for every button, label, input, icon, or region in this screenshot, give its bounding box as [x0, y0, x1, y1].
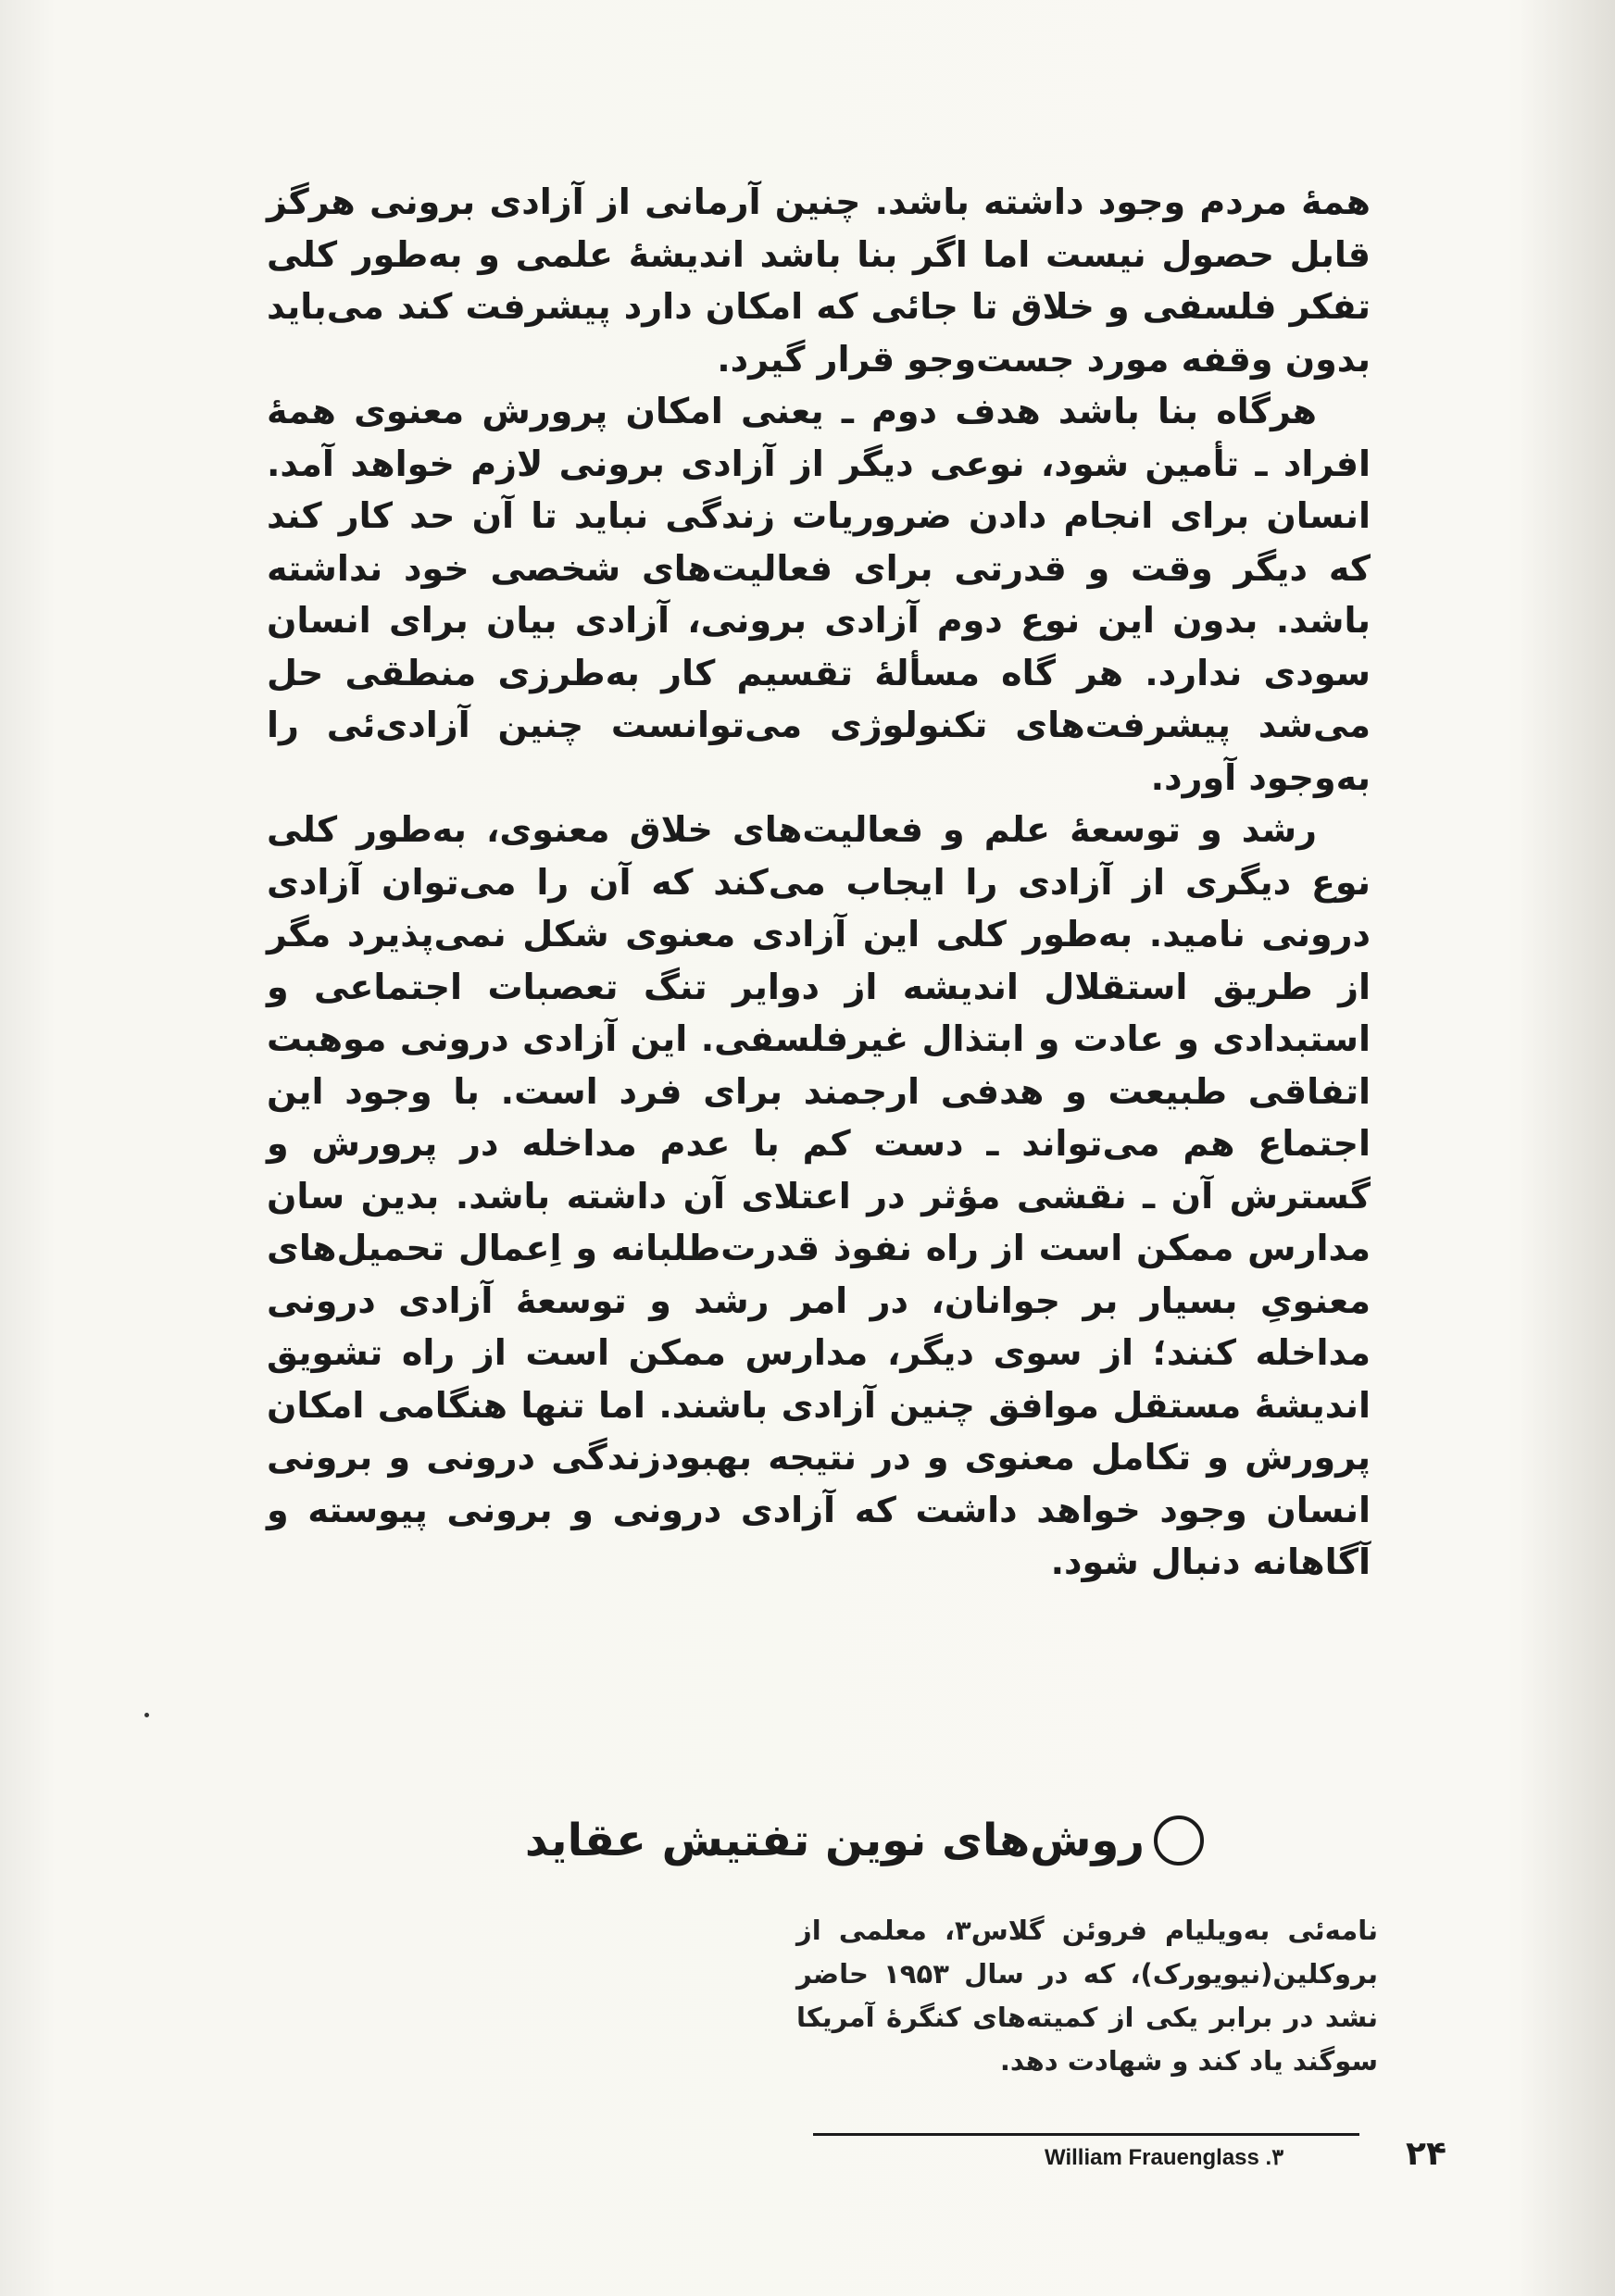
page-edge-shadow	[1504, 0, 1615, 2296]
stray-ink-dot	[144, 1713, 149, 1717]
paragraph-3: رشد و توسعهٔ علم و فعالیت‌های خلاق معنوی، به‌طور کلی نوع دیگری از آزادی را ایجاب می‌کند که آن را می‌توان آزادی درونی نامید. به‌طور کلی این آزادی معنوی شکل نمی‌پذیرد مگر از طریق استقلال اندیشه از دوایر تنگ تعصبات اجتماعی و استبدادی و عادت و ابتذال غیرفلسفی. این آزادی درونی موهبت اتفاقی طبیعت و هدفی ارجمند برای فرد است. با وجود این اجتماع هم می‌تواند ـ دست کم با عدم مداخله در پرورش و گسترش آن ـ نقشی مؤثر در اعتلای آن داشته باشد. بدین سان مدارس ممکن است از راه نفوذ قدرت‌طلبانه و اِعمال تحمیل‌های معنویِ بسیار بر جوانان، در امر رشد و توسعهٔ آزادی درونی مداخله کنند؛ از سوی دیگر، مدارس ممکن است از راه تشویق اندیشهٔ مستقل موافق چنین آزادی باشند. اما تنها هنگامی امکان پرورش و تکامل معنوی و در نتیجه بهبودزندگی درونی و برونی انسان وجود خواهد داشت که آزادی درونی و برونی پیوسته و آگاهانه دنبال شود.	[267, 809, 1371, 1582]
main-text-block	[267, 176, 1371, 1589]
circle-bullet-icon	[1154, 1816, 1204, 1866]
section-title: روش‌های نوین تفتیش عقاید	[524, 1815, 1145, 1866]
section-intro: نامه‌ئی به‌ویلیام فروئن گلاس۳، معلمی از بروکلین(نیویورک)، که در سال ۱۹۵۳ حاضر نشد در برابر یکی از کمیته‌های کنگرهٔ آمریکا سوگند یاد کند و شهادت دهد.	[796, 1915, 1378, 2077]
page-number: ۲۴	[1406, 2135, 1446, 2173]
footnote-divider	[813, 2133, 1359, 2136]
section-heading	[482, 1815, 1204, 1866]
paragraph-1: همهٔ مردم وجود داشته باشد. چنین آرمانی از آزادی برونی هرگز قابل حصول نیست اما اگر بنا باشد اندیشهٔ علمی و به‌طور کلی تفکر فلسفی و خلاق تا جائی که امکان دارد پیشرفت کند می‌باید بدون وقفه مورد جست‌وجو قرار گیرد.	[267, 181, 1371, 380]
paragraph-2: هرگاه بنا باشد هدف دوم ـ یعنی امکان پرورش معنوی همهٔ افراد ـ تأمین شود، نوعی دیگر از آزادی برونی لازم خواهد آمد. انسان برای انجام دادن ضروریات زندگی نباید تا آن حد کار کند که دیگر وقت و قدرتی برای فعالیت‌های شخصی خود نداشته باشد. بدون این نوع دوم آزادی برونی، آزادی بیان برای انسان سودی ندارد. هر گاه مسألهٔ تقسیم کار به‌طرزی منطقی حل می‌شد پیشرفت‌های تکنولوژی می‌توانست چنین آزادی‌ئی را به‌وجود آورد.	[267, 391, 1371, 798]
footnote: William Frauenglass .۳	[1045, 2145, 1284, 2170]
